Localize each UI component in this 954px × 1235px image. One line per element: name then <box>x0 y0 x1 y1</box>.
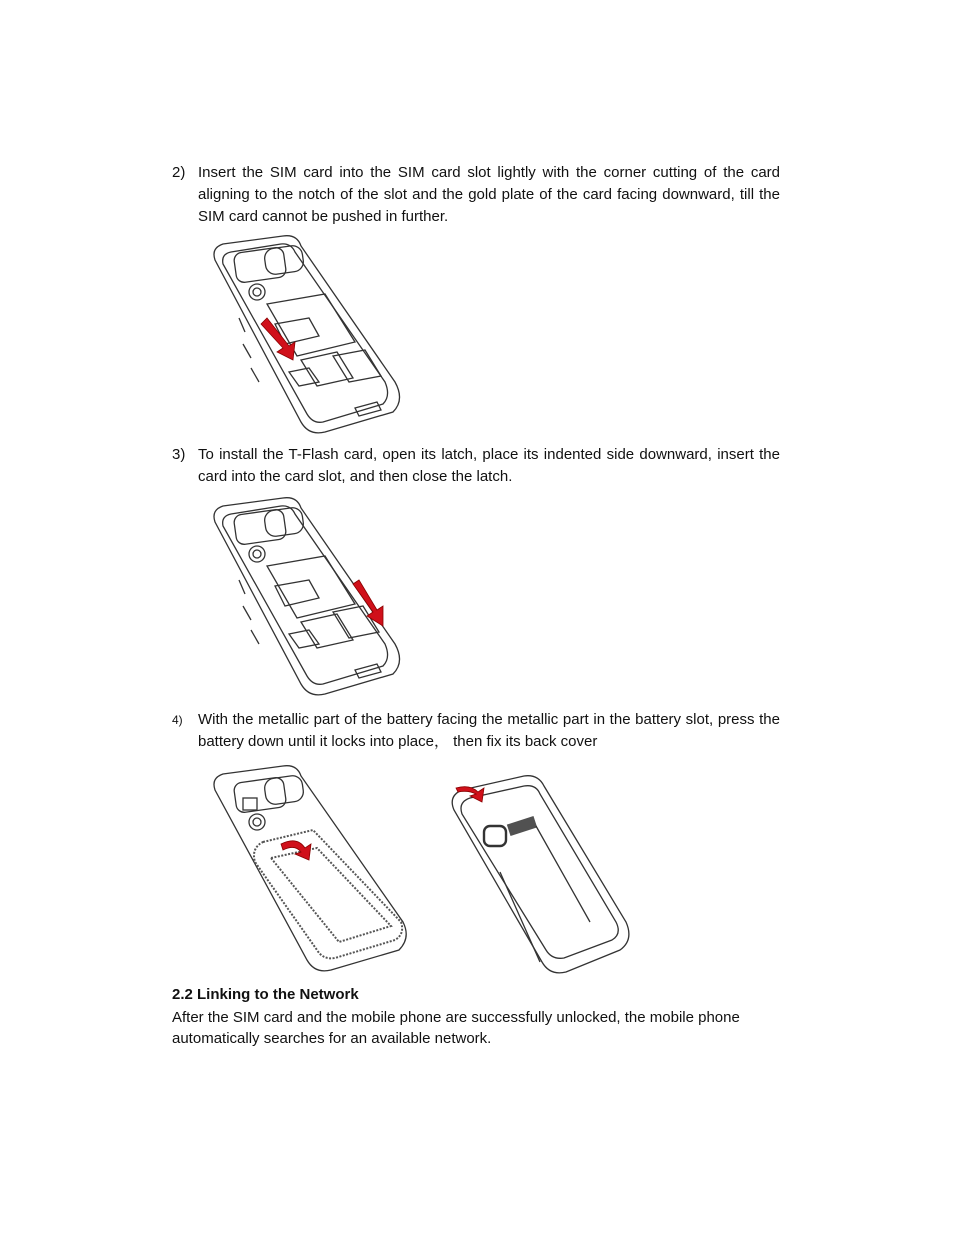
sim-card-insertion-illustration <box>205 232 415 442</box>
battery-insertion-illustration <box>205 762 420 980</box>
section-body: After the SIM card and the mobile phone are successfully unlocked, the mobile phone automatically searches for an available network. <box>172 1009 740 1047</box>
step-3 <box>172 444 780 488</box>
step-number: 4) <box>172 713 183 727</box>
step-4 <box>172 709 780 753</box>
section-heading: 2.2 Linking to the Network <box>172 986 359 1003</box>
back-cover-illustration <box>440 762 645 980</box>
step-number: 2) <box>172 164 186 181</box>
tflash-card-insertion-illustration <box>205 494 415 704</box>
step-2 <box>172 162 780 228</box>
step-text: To install the T-Flash card, open its latch, place its indented side downward, insert the card into the card slot, and then close the latch. <box>198 446 780 485</box>
step-number: 3) <box>172 446 186 463</box>
step-text: With the metallic part of the battery facing the metallic part in the battery slot, press the battery down until it locks into place， then fix its back cover <box>198 711 780 750</box>
step-text: Insert the SIM card into the SIM card slot lightly with the corner cutting of the card aligning to the notch of the slot and the gold plate of the card facing downward, till the SIM card cannot be pushed in further. <box>198 164 780 225</box>
